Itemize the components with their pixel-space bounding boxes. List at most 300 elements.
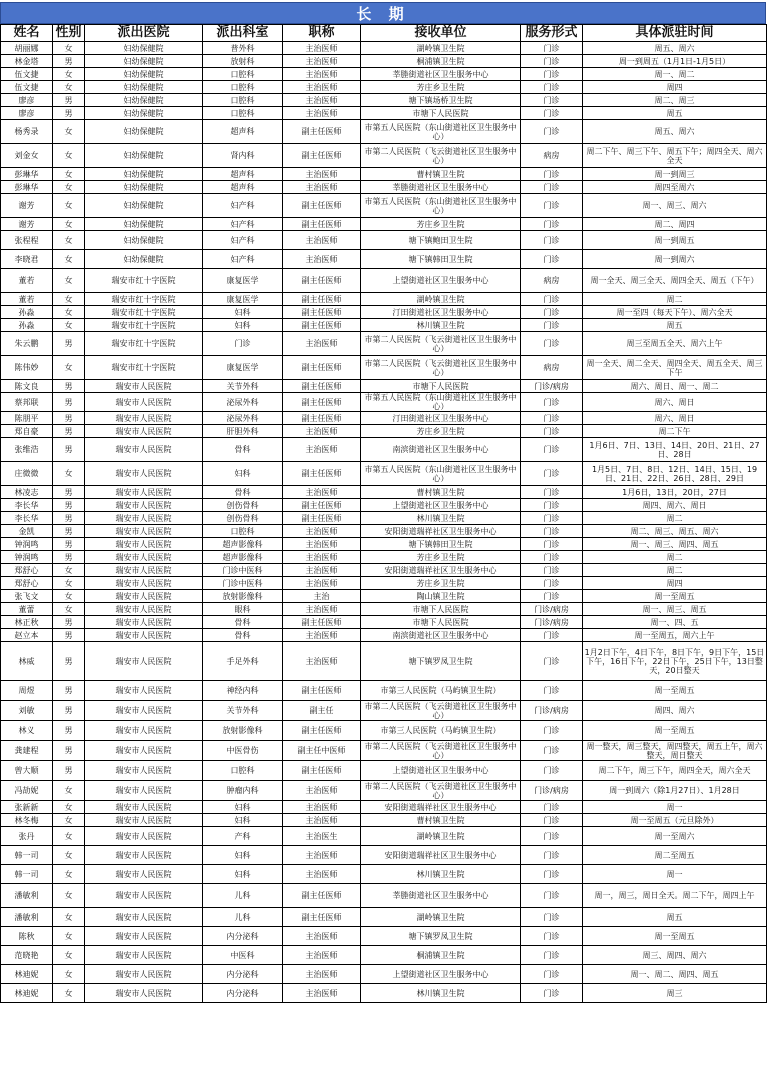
cell-schedule: 1月6日，13日，20日，27日 (583, 486, 767, 499)
cell-name: 廖彦 (1, 94, 53, 107)
cell-schedule: 周三、周四、周六 (583, 946, 767, 965)
cell-name: 潘敏利 (1, 908, 53, 927)
cell-receiving-unit: 南滨街道社区卫生服务中心 (361, 438, 521, 462)
cell-gender: 女 (53, 884, 85, 908)
cell-department: 泌尿外科 (203, 393, 283, 412)
cell-schedule: 1月5日、7日、8日、12日、14日、15日、19日、21日、22日、26日、28日、29日 (583, 462, 767, 486)
cell-hospital: 瑞安市人民医院 (85, 908, 203, 927)
cell-receiving-unit: 林川镇卫生院 (361, 319, 521, 332)
table-row (1, 356, 767, 380)
cell-title: 主治医师 (283, 107, 361, 120)
cell-gender: 女 (53, 218, 85, 231)
header-service-form: 服务形式 (521, 25, 583, 42)
cell-hospital: 瑞安市红十字医院 (85, 269, 203, 293)
cell-name: 韩一司 (1, 846, 53, 865)
cell-gender: 女 (53, 269, 85, 293)
cell-hospital: 瑞安市人民医院 (85, 642, 203, 681)
cell-service-form: 门诊 (521, 194, 583, 218)
cell-schedule: 周一 (583, 801, 767, 814)
cell-receiving-unit: 安阳街道瑞祥社区卫生服务中心 (361, 846, 521, 865)
cell-receiving-unit: 湖岭镇卫生院 (361, 293, 521, 306)
cell-name: 林义 (1, 721, 53, 741)
cell-department: 骨科 (203, 438, 283, 462)
cell-name: 赵立本 (1, 629, 53, 642)
cell-name: 廖彦 (1, 107, 53, 120)
cell-hospital: 瑞安市人民医院 (85, 865, 203, 884)
cell-receiving-unit: 塘下镇韩田卫生院 (361, 250, 521, 269)
cell-title: 主治医师 (283, 814, 361, 827)
cell-receiving-unit: 塘下镇鲍田卫生院 (361, 231, 521, 250)
cell-name: 伍文捷 (1, 81, 53, 94)
cell-title: 主治医师 (283, 425, 361, 438)
table-row (1, 946, 767, 965)
cell-schedule: 周一到周六 (583, 250, 767, 269)
cell-service-form: 门诊 (521, 721, 583, 741)
cell-receiving-unit: 塘下镇韩田卫生院 (361, 538, 521, 551)
cell-receiving-unit: 市第五人民医院（东山街道社区卫生服务中心） (361, 393, 521, 412)
cell-title: 副主任医师 (283, 616, 361, 629)
cell-hospital: 瑞安市人民医院 (85, 781, 203, 801)
cell-service-form: 门诊 (521, 927, 583, 946)
cell-receiving-unit: 市第二人民医院（飞云街道社区卫生服务中心） (361, 356, 521, 380)
table-row (1, 590, 767, 603)
cell-hospital: 瑞安市红十字医院 (85, 319, 203, 332)
cell-title: 主治医师 (283, 603, 361, 616)
cell-gender: 女 (53, 564, 85, 577)
cell-name: 刘敏 (1, 701, 53, 721)
table-row (1, 412, 767, 425)
cell-name: 曾大顺 (1, 761, 53, 781)
cell-service-form: 门诊 (521, 181, 583, 194)
cell-service-form: 门诊 (521, 55, 583, 68)
cell-name: 林正秋 (1, 616, 53, 629)
cell-service-form: 门诊/病房 (521, 701, 583, 721)
cell-gender: 女 (53, 120, 85, 144)
cell-gender: 女 (53, 194, 85, 218)
cell-service-form: 门诊 (521, 761, 583, 781)
cell-receiving-unit: 市第五人民医院（东山街道社区卫生服务中心） (361, 194, 521, 218)
cell-department: 妇产科 (203, 250, 283, 269)
cell-gender: 男 (53, 512, 85, 525)
cell-service-form: 门诊 (521, 218, 583, 231)
cell-department: 超声科 (203, 168, 283, 181)
table-row (1, 603, 767, 616)
cell-name: 陈文良 (1, 380, 53, 393)
table-row (1, 380, 767, 393)
cell-schedule: 周六、周日 (583, 412, 767, 425)
cell-gender: 女 (53, 801, 85, 814)
table-row (1, 393, 767, 412)
cell-name: 范晓艳 (1, 946, 53, 965)
cell-title: 副主任医师 (283, 306, 361, 319)
cell-department: 肿瘤内科 (203, 781, 283, 801)
cell-gender: 女 (53, 590, 85, 603)
cell-service-form: 门诊 (521, 629, 583, 642)
cell-gender: 女 (53, 603, 85, 616)
table-row (1, 438, 767, 462)
cell-schedule: 周三 (583, 984, 767, 1003)
cell-service-form: 门诊 (521, 538, 583, 551)
cell-hospital: 瑞安市人民医院 (85, 380, 203, 393)
cell-name: 林冬梅 (1, 814, 53, 827)
cell-gender: 女 (53, 846, 85, 865)
cell-schedule: 周二、周三、周五、周六 (583, 525, 767, 538)
table-row (1, 642, 767, 681)
cell-schedule: 周四至周六 (583, 181, 767, 194)
cell-schedule: 周二、周三 (583, 94, 767, 107)
cell-gender: 男 (53, 629, 85, 642)
cell-receiving-unit: 市第三人民医院（马屿镇卫生院） (361, 721, 521, 741)
table-row (1, 499, 767, 512)
cell-title: 主治医师 (283, 250, 361, 269)
cell-department: 口腔科 (203, 94, 283, 107)
table-row (1, 551, 767, 564)
cell-schedule: 周六、周日、周一、周二 (583, 380, 767, 393)
cell-hospital: 瑞安市人民医院 (85, 721, 203, 741)
cell-schedule: 周一、周三、周五 (583, 603, 767, 616)
cell-gender: 女 (53, 68, 85, 81)
cell-receiving-unit: 湖岭镇卫生院 (361, 42, 521, 55)
cell-service-form: 门诊/病房 (521, 616, 583, 629)
cell-gender: 男 (53, 55, 85, 68)
cell-gender: 男 (53, 701, 85, 721)
cell-hospital: 瑞安市红十字医院 (85, 293, 203, 306)
cell-schedule: 周一至周五 (583, 721, 767, 741)
cell-title: 副主任医师 (283, 908, 361, 927)
sheet-title: 长 期 (0, 2, 766, 24)
cell-gender: 男 (53, 438, 85, 462)
table-row (1, 681, 767, 701)
cell-gender: 男 (53, 551, 85, 564)
cell-gender: 女 (53, 946, 85, 965)
cell-receiving-unit: 芳庄乡卫生院 (361, 551, 521, 564)
cell-schedule: 周一全天、周二全天、周四全天、周五全天、周三下午 (583, 356, 767, 380)
cell-service-form: 门诊 (521, 68, 583, 81)
cell-schedule: 周一至周五 (583, 590, 767, 603)
cell-title: 副主任医师 (283, 120, 361, 144)
cell-department: 肝胆外科 (203, 425, 283, 438)
table-row (1, 168, 767, 181)
cell-service-form: 门诊 (521, 846, 583, 865)
cell-service-form: 门诊/病房 (521, 603, 583, 616)
cell-schedule: 周一、四、五 (583, 616, 767, 629)
cell-title: 副主任医师 (283, 884, 361, 908)
cell-service-form: 门诊 (521, 486, 583, 499)
cell-service-form: 门诊 (521, 42, 583, 55)
cell-service-form: 门诊/病房 (521, 380, 583, 393)
cell-gender: 男 (53, 721, 85, 741)
cell-gender: 女 (53, 781, 85, 801)
cell-name: 孙淼 (1, 319, 53, 332)
cell-title: 主治医师 (283, 332, 361, 356)
cell-receiving-unit: 塘下镇场桥卫生院 (361, 94, 521, 107)
cell-title: 副主任医师 (283, 462, 361, 486)
cell-service-form: 门诊 (521, 319, 583, 332)
cell-gender: 男 (53, 525, 85, 538)
cell-title: 主治医师 (283, 781, 361, 801)
cell-service-form: 门诊 (521, 231, 583, 250)
cell-title: 副主任医师 (283, 721, 361, 741)
cell-service-form: 门诊 (521, 590, 583, 603)
cell-title: 主治医师 (283, 231, 361, 250)
table-row (1, 81, 767, 94)
cell-service-form: 门诊 (521, 884, 583, 908)
cell-service-form: 门诊 (521, 801, 583, 814)
cell-receiving-unit: 市第二人民医院（飞云街道社区卫生服务中心） (361, 332, 521, 356)
cell-name: 郑舒心 (1, 564, 53, 577)
cell-service-form: 门诊 (521, 250, 583, 269)
cell-department: 妇产科 (203, 194, 283, 218)
cell-department: 口腔科 (203, 107, 283, 120)
cell-department: 关节外科 (203, 380, 283, 393)
cell-receiving-unit: 市塘下人民医院 (361, 616, 521, 629)
cell-title: 主治医师 (283, 538, 361, 551)
cell-service-form: 门诊 (521, 946, 583, 965)
cell-schedule: 周一、周三、周四、周五 (583, 538, 767, 551)
cell-gender: 男 (53, 499, 85, 512)
cell-hospital: 瑞安市人民医院 (85, 551, 203, 564)
cell-department: 门诊 (203, 332, 283, 356)
cell-department: 手足外科 (203, 642, 283, 681)
cell-name: 孙淼 (1, 306, 53, 319)
cell-hospital: 瑞安市人民医院 (85, 741, 203, 761)
cell-title: 主治医师 (283, 946, 361, 965)
cell-service-form: 门诊 (521, 425, 583, 438)
cell-title: 主治 (283, 590, 361, 603)
cell-service-form: 门诊 (521, 551, 583, 564)
cell-department: 妇科 (203, 801, 283, 814)
cell-title: 主治医师 (283, 525, 361, 538)
table-row (1, 425, 767, 438)
cell-schedule: 1月6日、7日、13日、14日、20日、21日、27日、28日 (583, 438, 767, 462)
cell-name: 林金塔 (1, 55, 53, 68)
assignment-table (0, 24, 767, 1003)
cell-name: 周煜 (1, 681, 53, 701)
cell-schedule: 周二 (583, 564, 767, 577)
cell-hospital: 妇幼保健院 (85, 218, 203, 231)
cell-schedule: 周二 (583, 512, 767, 525)
cell-gender: 女 (53, 865, 85, 884)
cell-hospital: 妇幼保健院 (85, 194, 203, 218)
cell-department: 骨科 (203, 616, 283, 629)
cell-schedule: 周一全天、周三全天、周四全天、周五（下午） (583, 269, 767, 293)
cell-name: 郑舒心 (1, 577, 53, 590)
cell-schedule: 周五、周六 (583, 42, 767, 55)
cell-hospital: 瑞安市人民医院 (85, 827, 203, 846)
table-row (1, 781, 767, 801)
table-row (1, 144, 767, 168)
cell-name: 龚建程 (1, 741, 53, 761)
table-row (1, 577, 767, 590)
cell-department: 超声科 (203, 181, 283, 194)
table-row (1, 908, 767, 927)
cell-title: 副主任中医师 (283, 741, 361, 761)
cell-schedule: 周一到周六（除1月27日）、1月28日 (583, 781, 767, 801)
cell-department: 神经内科 (203, 681, 283, 701)
cell-name: 杨秀录 (1, 120, 53, 144)
cell-receiving-unit: 林川镇卫生院 (361, 865, 521, 884)
cell-schedule: 周一、周三、周六 (583, 194, 767, 218)
cell-receiving-unit: 安阳街道瑞祥社区卫生服务中心 (361, 801, 521, 814)
cell-gender: 男 (53, 380, 85, 393)
cell-schedule: 周二 (583, 551, 767, 564)
cell-name: 彭琳华 (1, 181, 53, 194)
table-row (1, 512, 767, 525)
cell-title: 主治医师 (283, 81, 361, 94)
cell-gender: 女 (53, 231, 85, 250)
cell-receiving-unit: 湖岭镇卫生院 (361, 908, 521, 927)
cell-department: 关节外科 (203, 701, 283, 721)
cell-hospital: 瑞安市人民医院 (85, 499, 203, 512)
cell-name: 郑自豪 (1, 425, 53, 438)
cell-title: 主治医师 (283, 564, 361, 577)
cell-name: 朱云鹏 (1, 332, 53, 356)
cell-gender: 男 (53, 538, 85, 551)
cell-department: 骨科 (203, 629, 283, 642)
cell-title: 副主任医师 (283, 144, 361, 168)
cell-schedule: 周一至周六 (583, 827, 767, 846)
cell-schedule: 周二至周五 (583, 846, 767, 865)
cell-hospital: 瑞安市人民医院 (85, 564, 203, 577)
cell-department: 门诊中医科 (203, 577, 283, 590)
cell-hospital: 瑞安市人民医院 (85, 577, 203, 590)
cell-gender: 女 (53, 827, 85, 846)
cell-title: 主治医师 (283, 846, 361, 865)
cell-receiving-unit: 塘下镇罗凤卫生院 (361, 642, 521, 681)
table-row (1, 984, 767, 1003)
cell-gender: 男 (53, 425, 85, 438)
cell-schedule: 周一到周三 (583, 168, 767, 181)
table-row (1, 250, 767, 269)
table-row (1, 68, 767, 81)
cell-gender: 女 (53, 181, 85, 194)
cell-service-form: 门诊 (521, 741, 583, 761)
table-row (1, 486, 767, 499)
cell-service-form: 门诊 (521, 332, 583, 356)
cell-hospital: 瑞安市人民医院 (85, 761, 203, 781)
table-row (1, 927, 767, 946)
table-row (1, 525, 767, 538)
cell-schedule: 周一 (583, 865, 767, 884)
cell-name: 李晓君 (1, 250, 53, 269)
cell-receiving-unit: 市第二人民医院（飞云街道社区卫生服务中心） (361, 701, 521, 721)
cell-receiving-unit: 芳庄乡卫生院 (361, 81, 521, 94)
cell-receiving-unit: 林川镇卫生院 (361, 512, 521, 525)
cell-schedule: 周一到周五 (583, 231, 767, 250)
cell-gender: 男 (53, 642, 85, 681)
cell-receiving-unit: 市塘下人民医院 (361, 603, 521, 616)
cell-department: 妇科 (203, 865, 283, 884)
cell-title: 副主任医师 (283, 412, 361, 425)
cell-hospital: 瑞安市人民医院 (85, 538, 203, 551)
header-name: 姓名 (1, 25, 53, 42)
cell-receiving-unit: 芳庄乡卫生院 (361, 218, 521, 231)
cell-gender: 男 (53, 94, 85, 107)
cell-title: 主治医生 (283, 827, 361, 846)
cell-schedule: 周一，周三，周日全天。周二下午，周四上午 (583, 884, 767, 908)
cell-hospital: 瑞安市人民医院 (85, 393, 203, 412)
cell-receiving-unit: 市塘下人民医院 (361, 380, 521, 393)
cell-gender: 女 (53, 42, 85, 55)
table-row (1, 107, 767, 120)
cell-service-form: 门诊 (521, 681, 583, 701)
cell-title: 副主任医师 (283, 293, 361, 306)
cell-receiving-unit: 市第三人民医院（马屿镇卫生院） (361, 681, 521, 701)
cell-name: 潘敏利 (1, 884, 53, 908)
cell-hospital: 妇幼保健院 (85, 68, 203, 81)
cell-name: 钟润鸣 (1, 538, 53, 551)
cell-receiving-unit: 上望街道社区卫生服务中心 (361, 761, 521, 781)
cell-department: 放射影像科 (203, 590, 283, 603)
cell-receiving-unit: 市塘下人民医院 (361, 107, 521, 120)
cell-department: 泌尿外科 (203, 412, 283, 425)
cell-gender: 女 (53, 81, 85, 94)
cell-gender: 男 (53, 681, 85, 701)
cell-department: 内分泌科 (203, 927, 283, 946)
cell-name: 张程程 (1, 231, 53, 250)
cell-receiving-unit: 南滨街道社区卫生服务中心 (361, 629, 521, 642)
cell-schedule: 周一到周五（1月1日-1月5日） (583, 55, 767, 68)
cell-title: 副主任医师 (283, 269, 361, 293)
cell-department: 内分泌科 (203, 984, 283, 1003)
cell-title: 主治医师 (283, 181, 361, 194)
cell-department: 妇科 (203, 306, 283, 319)
table-row (1, 181, 767, 194)
cell-department: 口腔科 (203, 81, 283, 94)
table-row (1, 194, 767, 218)
cell-gender: 女 (53, 319, 85, 332)
cell-gender: 女 (53, 462, 85, 486)
cell-schedule: 周一整天，周三整天，周四整天，周五上午，周六整天，周日整天 (583, 741, 767, 761)
cell-hospital: 瑞安市红十字医院 (85, 356, 203, 380)
cell-receiving-unit: 莘塍街道社区卫生服务中心 (361, 181, 521, 194)
table-row (1, 741, 767, 761)
cell-gender: 女 (53, 168, 85, 181)
cell-gender: 男 (53, 107, 85, 120)
table-row (1, 55, 767, 68)
cell-department: 康复医学 (203, 269, 283, 293)
cell-service-form: 门诊 (521, 293, 583, 306)
cell-service-form: 门诊 (521, 438, 583, 462)
cell-hospital: 妇幼保健院 (85, 55, 203, 68)
cell-gender: 女 (53, 908, 85, 927)
cell-receiving-unit: 莘塍街道社区卫生服务中心 (361, 68, 521, 81)
cell-name: 陈朋平 (1, 412, 53, 425)
cell-service-form: 门诊 (521, 94, 583, 107)
cell-receiving-unit: 安阳街道瑞祥社区卫生服务中心 (361, 525, 521, 538)
table-row (1, 965, 767, 984)
cell-hospital: 瑞安市人民医院 (85, 412, 203, 425)
cell-hospital: 妇幼保健院 (85, 94, 203, 107)
cell-title: 副主任医师 (283, 218, 361, 231)
cell-gender: 男 (53, 761, 85, 781)
cell-receiving-unit: 市第五人民医院（东山街道社区卫生服务中心） (361, 462, 521, 486)
cell-department: 妇产科 (203, 231, 283, 250)
cell-department: 妇科 (203, 846, 283, 865)
cell-title: 主治医师 (283, 55, 361, 68)
cell-name: 张飞文 (1, 590, 53, 603)
cell-department: 超声科 (203, 120, 283, 144)
cell-name: 谢芳 (1, 194, 53, 218)
cell-hospital: 瑞安市人民医院 (85, 884, 203, 908)
cell-title: 主治医师 (283, 551, 361, 564)
cell-schedule: 周四、周六、周日 (583, 499, 767, 512)
header-receiving-unit: 接收单位 (361, 25, 521, 42)
cell-hospital: 瑞安市人民医院 (85, 616, 203, 629)
cell-name: 林迪妮 (1, 965, 53, 984)
cell-hospital: 瑞安市人民医院 (85, 814, 203, 827)
cell-department: 口腔科 (203, 761, 283, 781)
